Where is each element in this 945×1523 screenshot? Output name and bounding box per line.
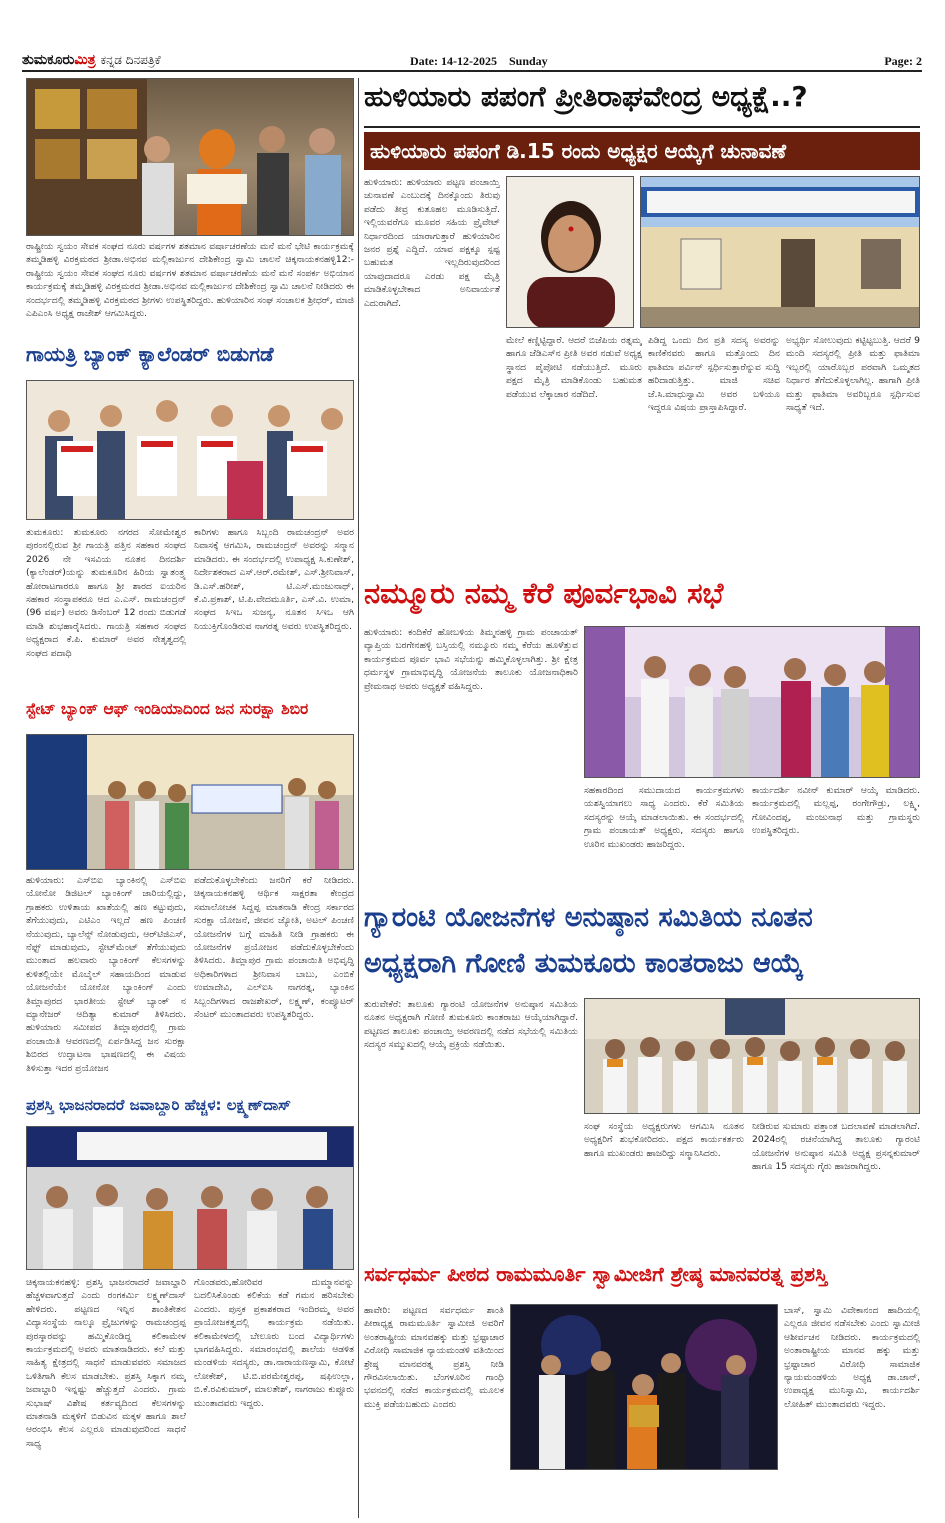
story-rss-text: ರಾಷ್ಟ್ರೀಯ ಸ್ವಯಂ ಸೇವಕ ಸಂಘದ ನೂರು ವರ್ಷಗಳ ಶತಮಾನ ವರ್ಷಾಚರಣೆಯ ಮನೆ ಮನೆ ಭೇಟಿ ಕಾರ್ಯಕ್ರಮಕ್ಕೆ ತಮ್ಮಡಿಹಳ್ಳಿ ವಿರಕ್ತಮಠದ ಶ್ರೀಡಾ.ಅಭಿನವ ಮಲ್ಲಿಕಾರ್ಜುನ ದೇಶಿಕೇಂದ್ರ ಸ್ವಾಮಿ ಚಾಲನೆ ಚಿಕ್ಕನಾಯಕನಹಳ್ಳಿ12:- ರಾಷ್ಟ್ರೀಯ ಸ್ವಯಂ ಸೇವಕ ಸಂಘದ ನೂರು ವರ್ಷಗಳ ಶತಮಾನ ವರ್ಷಾಚರಣೆಯ ಮನೆ ಮನೆ ಸಂಪರ್ಕ ಅಭಿಯಾನ ಕಾರ್ಯಕ್ರಮಕ್ಕೆ ತಮ್ಮಡಿಹಳ್ಳಿ ವಿರಕ್ತಮಠದ ಶ್ರೀಡಾ.ಅಭಿನವ ಮಲ್ಲಿಕಾರ್ಜುನ ದೇಶಿಕೇಂದ್ರ ಸ್ವಾಮಿ ಚಾಲನೆ ನೀಡಿದರು ಈ ಸಂದರ್ಭದಲ್ಲಿ ತಮ್ಮಡಿಹಳ್ಳಿ ವಿರಕ್ತಮಠದ ಶ್ರೀಗಳು ಉಪಸ್ಥಿತರಿದ್ದರು. ಹುಳಿಯಾರಿನ ಸಂಘ ಸಂಚಾಲಕ ಶ್ರೀಧರ್, ಮಾಜಿ ಎಪಿಎಂಸಿ ಅಧ್ಯಕ್ಷ ರಾಜೇಶ್ ಆಗಮಿಸಿದ್ದರು. [26,241,354,320]
photo-swamiji-visit [26,78,354,236]
issue-date: Date: 14-12-2025 Sunday [410,54,548,68]
main-subheadline: ಹುಳಿಯಾರು ಪಪಂಗೆ ಡಿ.15 ರಂದು ಅಧ್ಯಕ್ಷರ ಆಯ್ಕೆಗೆ ಚುನಾವಣೆ [364,132,920,170]
photo-town-panchayat-office [640,176,920,328]
headline-rule [364,126,920,128]
building-illustration [641,177,920,328]
story-lakshmandas-headline: ಪ್ರಶಸ್ತಿ ಭಾಜನರಾದರೆ ಜವಾಬ್ದಾರಿ ಹೆಚ್ಚಳ: ಲಕ್ಷ್ಮಣ್‌ದಾಸ್ [26,1096,291,1114]
story-award-headline: ಸರ್ವಧರ್ಮ ಪೀಠದ ರಾಮಮೂರ್ತಿ ಸ್ವಾಮೀಜಿಗೆ ಶ್ರೇಷ್ಠ ಮಾನವರತ್ನ ಪ್ರಶಸ್ತಿ [364,1262,828,1286]
story-lake-headline: ನಮ್ಮೂರು ನಮ್ಮ ಕೆರೆ ಪೂರ್ವಭಾವಿ ಸಭೆ [364,576,724,610]
story-sbi-text-a: ಹುಳಿಯಾರು: ಎಸ್‌ಬಿಐ ಬ್ಯಾಂಕಿನಲ್ಲಿ ಎಸ್‌ಬಿಐ ಯೋನೋ ಡಿಜಿಟಲ್ ಬ್ಯಾಂಕಿಂಗ್ ಜಾರಿಯಲ್ಲಿದ್ದು, ಗ್ರಾಹಕರು ಉಳಿತಾಯ ಖಾತೆಯಲ್ಲಿ ಹಣ ಕಟ್ಟುವುದು, ತೆಗೆಯುವುದು, ಎಟಿಎಂ ಇಲ್ಲದೆ ಹಣ ಪಿಂಚಣಿ ನೆಯುವುದು, ಬ್ಯಾಲೆನ್ಸ್ ನೋಡುವುದು, ಆರ್‌ಟಿಜಿಎಸ್, ನೆಫ್ಟ್ ಮಾಡುವುದು, ಸ್ಟೇಟ್‌ಮೆಂಟ್ ತೆಗೆಯುವುದು ಮುಂತಾದ ಹಲವಾರು ಬ್ಯಾಂಕಿಂಗ್ ಕೆಲಸಗಳನ್ನು ಕುಳಿತಲ್ಲಿಯೇ ಮೊಬೈಲ್ ಸಹಾಯದಿಂದ ಮಾಡುವ ಯೋಜನೆಯೇ ಯೋನೋ ಬ್ಯಾಂಕಿಂಗ್ ಎಂದು ತಿಮ್ಲಾಪುರದ ಭಾರತೀಯ ಸ್ಟೇಟ್ ಬ್ಯಾಂಕ್ ನ ಮ್ಯಾನೇಜರ್ ಆದಿತ್ಯಾ ಕುಮಾರ್ ತಿಳಿಸಿದರು. ಹುಳಿಯಾರು ಸಮೀಪದ ತಿಮ್ಲಾಪುರದಲ್ಲಿ ಗ್ರಾಮ ಪಂಚಾಯಿತಿ ಆವರಣದಲ್ಲಿ ಏರ್ಪಡಿಸಿದ್ದ ಜನ ಸುರಕ್ಷಾ ಶಿಬಿರದ ಉದ್ಘಾಟನಾ ಭಾಷಣದಲ್ಲಿ ಈ ವಿಷಯ ತಿಳಿಸುತ್ತಾ ಇದರ ಪ್ರಯೋಜನ [26,875,186,1074]
story-lakshmandas-text-b: ಗೊಂಡವರು,ಹೋರಿವರ ದುಮ್ಮಾನವನ್ನು ಬದಲಿಸಿಕೊಂಡು ಕಲಿಕೆಯ ಕಡೆ ಗಮನ ಹರಿಸಬೇಕು ಎಂದರು. ಪುಸ್ತಕ ಪ್ರಕಾಶಕರಾದ ಇಂದಿರಮ್ಮ ಅವರ ಪ್ರಾಯೋಜಕತ್ವದಲ್ಲಿ ಕಾರ್ಯಕ್ರಮ ನಡೆಯಿತು. ಕಲಿಕಾಮೇಳದಲ್ಲಿ ಬೇಲೂರು ಬಂದ ವಿದ್ಯಾರ್ಥಿಗಳು ಭಾಗವಹಿಸಿದ್ದರು. ಸಮಾರಂಭದಲ್ಲಿ ಶಾಲೆಯ ಆಡಳಿತ ಮಂಡಳಿಯ ಸದಸ್ಯರು, ಡಾ.ನಾರಾಯಣಸ್ವಾಮಿ, ಕೋಟೆ ಲೋಕೇಶ್, ಟಿ.ಬಿ.ಪರಮೇಶ್ವರಪ್ಪ, ಷಫಿಉಲ್ಲಾ, ಬಿ.ಕೆ.ರವಿಕುಮಾರ್, ಮಾಲತೇಶ್, ನಾಗರಾಜು ಕುಪ್ಪೂರು ಮುಂತಾದವರು ಇದ್ದರು. [194,1277,354,1409]
photo-award-ceremony [510,1304,778,1470]
story-guarantee-col2: ಸಂಘ ಸಂಸ್ಥೆಯ ಅಧ್ಯಕ್ಷರುಗಳು ಆಗಮಿಸಿ ನೂತನ ಅಧ್ಯಕ್ಷರಿಗೆ ಶುಭಕೋರಿದರು. ಪಕ್ಷದ ಕಾರ್ಯಕರ್ತರು ಹಾಗೂ ಮುಖಂಡರು ಹಾಜರಿದ್ದು ಸನ್ಮಾನಿಸಿದರು. [584,1121,744,1159]
story-sbi-text-b: ಪಡೆದುಕೊಳ್ಳಬೇಕೆಂದು ಜನರಿಗೆ ಕರೆ ನೀಡಿದರು. ಚಿಕ್ಕನಾಯಕನಹಳ್ಳಿ ಆರ್ಥಿಕ ಸಾಕ್ಷರತಾ ಕೇಂದ್ರದ ಸಮಾಲೋಚಕ ಸಿದ್ದಪ್ಪ ಮಾತನಾಡಿ ಕೇಂದ್ರ ಸರ್ಕಾರದ ಸುರಕ್ಷಾ ಯೋಜನೆ, ಜೀವನ ಜ್ಯೋತಿ, ಅಟಲ್ ಪಿಂಚಣಿ ಯೋಜನೆಗಳ ಬಗ್ಗೆ ಮಾಹಿತಿ ನೀಡಿ ಗ್ರಾಹಕರು ಈ ಯೋಜನೆಗಳ ಪ್ರಯೋಜನ ಪಡೆದುಕೊಳ್ಳಬೇಕೆಂದು ತಿಳಿಸಿದರು. ತಿಮ್ಲಾಪುರ ಗ್ರಾಮ ಪಂಚಾಯಿತಿ ಅಭಿವೃದ್ಧಿ ಅಧಿಕಾರಿಗಳಾದ ಶ್ರೀನಿವಾಸ ಬಾಬು, ಎಂಬಿಕೆ ಉಮಾದೇವಿ, ಎಲ್‌ಐಸಿ ನಾಗರತ್ನ, ಬ್ಯಾಂಕಿನ ಸಿಬ್ಬಂದಿಗಳಾದ ರಾಜಶೇಖರ್, ಲಕ್ಷ್ಮಣ್, ಕಂಪ್ಯೂಟರ್ ಸೆಂಟರ್ ಮುಂತಾದವರು ಉಪಸ್ಥಿತರಿದ್ದರು. [194,875,354,1021]
story-guarantee-col3: ನೀಡಿರುವ ಸುಮಾರು ಪತ್ತಾಂತ ಬದಲಾವಣೆ ಮಾಡಲಾಗಿದೆ. 2024ರಲ್ಲಿ ರಚನೆಯಾಗಿದ್ದ ತಾಲೂಕು ಗ್ಯಾರಂಟಿ ಯೋಜನೆಗಳ ಅನುಷ್ಠಾನ ಸಮಿತಿ ಅಧ್ಯಕ್ಷ ಪ್ರಸನ್ನಕುಮಾರ್ ಹಾಗೂ 15 ಸದಸ್ಯರು ಗೈರು ಹಾಜರಾಗಿದ್ದರು. [752,1121,920,1173]
masthead-logo [22,52,161,68]
story-gayatri-headline: ಗಾಯತ್ರಿ ಬ್ಯಾಂಕ್ ಕ್ಯಾಲೆಂಡರ್ ಬಿಡುಗಡೆ [26,342,274,366]
photo-sbi-camp [26,734,354,870]
photo-calendar-release [26,380,354,520]
photo-illustration [585,999,920,1114]
issue-day: Sunday [508,54,548,68]
page-number: Page: 2 [884,54,922,68]
main-story-col2: ಮೇಲೆ ಕಣ್ಣಿಟ್ಟಿದ್ದಾರೆ. ಆದರೆ ಬಿಜೆಪಿಯ ರತ್ನಮ್ಮ ಹಾಗೂ ಜೆಡಿಎಸ್‌ನ ಪ್ರೀತಿ ಅವರ ನಡುವೆ ಅಧ್ಯಕ್ಷ ಸ್ಥಾನದ ಪೈಪೋಟಿ ನಡೆಯುತ್ತಿದೆ. ಮೂರು ಪಕ್ಷದ ಮೈತ್ರಿ ಮಾಡಿಕೊಂಡು ಬಹುಮತ ಪಡೆಯುವ ಲೆಕ್ಕಾಚಾರ ನಡೆದಿದೆ. [506,335,642,400]
masthead [22,50,922,72]
logo-main: ತುಮಕೂರು [22,52,75,68]
photo-guarantee-committee [584,998,920,1114]
photo-award-school [26,1126,354,1270]
main-story-col3: ಪಿಡಿದ್ದ ಒಂದು ದಿನ ಪ್ರತಿ ಸದಸ್ಯ ಅವರನ್ನು ಕಾಣಿಕೆನವರು ಹಾಗೂ ಮತ್ತೊಂದು ದಿನ ಫಾತಿಮಾ ಪರ್ವಿನ್ ಸ್ಪರ್ಧಿಸುತ್ತಾರೆನ್ನುವ ಸುದ್ದಿ ಹರಿದಾಡುತ್ತಿತ್ತು. ಮಾಜಿ ಸಚಿವ ಜೆ.ಸಿ.ಮಾಧುಸ್ವಾಮಿ ಅವರ ಬಳಿಯೂ ಇದ್ದರೂ ವಿಷಯ ಪ್ರಾಸ್ತಾಪಿಸಿದ್ದಾರೆ. [648,335,780,414]
photo-illustration [27,381,354,520]
photo-illustration [27,735,354,870]
main-story-col1: ಹುಳಿಯಾರು: ಹುಳಿಯಾರು ಪಟ್ಟಣ ಪಂಚಾಯ್ತಿ ಚುನಾವಣೆ ಎಂಬುದಕ್ಕೆ ದಿನಕ್ಕೊಂದು ತಿರುವು ಪಡೆದು ತೀವ್ರ ಕುತೂಹಲ ಮೂಡಿಸುತ್ತಿದೆ. ಇಲ್ಲಿಯವರೆಗೂ ಮೂವರ ಸಹಿಯ ಪ್ರೈವೇಟ್ ನಿರ್ಧಾರದಿಂದ ಯಾರಾಗುತ್ತಾರೆ ಹುಳಿಯಾರಿನ ಜನರ ಪ್ರಶ್ನೆ ಎದ್ದಿದೆ. ಯಾವ ಪಕ್ಷಕ್ಕೂ ಸ್ಪಷ್ಟ ಬಹುಮತ ಇಲ್ಲದಿರುವುದರಿಂದ ಯಾವುದಾದರೂ ಎರಡು ಪಕ್ಷ ಮೈತ್ರಿ ಮಾಡಿಕೊಳ್ಳಬೇಕಾದ ಅನಿವಾರ್ಯತೆ ಎದುರಾಗಿದೆ. [364,177,500,309]
column-divider [358,78,359,1518]
main-story-col4: ಅಭ್ಯರ್ಥಿ ಸೋಲುವುದು ಕಟ್ಟಿಟ್ಟಬುತ್ತಿ. ಆದರೆ 9 ಮಂದಿ ಸದಸ್ಯರಲ್ಲಿ ಪ್ರೀತಿ ಮತ್ತು ಫಾತಿಮಾ ಇಬ್ಬರಲ್ಲಿ ಯಾರೊಬ್ಬರ ಪರವಾಗಿ ಒಮ್ಮತದ ನಿರ್ಧಾರ ತೆಗೆದುಕೊಳ್ಳಲಾಗಿಲ್ಲ. ಹಾಗಾಗಿ ಪ್ರೀತಿ ಮತ್ತು ಫಾತಿಮಾ ಅವರಿಬ್ಬರೂ ಸ್ಪರ್ಧಿಸುವ ಸಾಧ್ಯತೆ ಇದೆ. [786,335,920,414]
main-headline: ಹುಳಿಯಾರು ಪಪಂಗೆ ಪ್ರೀತಿರಾಘವೇಂದ್ರ ಅಧ್ಯಕ್ಷೆ..? [364,80,808,113]
story-gayatri-text-a: ತುಮಕೂರು: ತುಮಕೂರು ನಗರದ ಸೋಮೇಶ್ವರ ಪುರಂನಲ್ಲಿರುವ ಶ್ರೀ ಗಾಯತ್ರಿ ಪತ್ತಿನ ಸಹಕಾರ ಸಂಘದ 2026 ನೇ ಇಸವಿಯ ನೂತನ ದಿನದರ್ಶಿ (ಕ್ಯಾಲೆಂಡರ್)ಯನ್ನು ತುಮಕೂರಿನ ಹಿರಿಯ ಸ್ವಾತಂತ್ರ್ಯ ಹೋರಾಟಗಾರರೂ ಹಾಗೂ ಶ್ರೀ ಶಾರದ ಐಯರಿನ ಸಹಕಾರ ಸಂಸ್ಥಾಪಕರೂ ಆದ ಎ.ಎಸ್. ರಾಮಚಂದ್ರನ್ (96 ವರ್ಷ) ಅವರು ಡಿಸೆಂಬರ್ 12 ರಂದು ಬಿಡುಗಡೆ ಮಾಡಿ ಶುಭಹಾರೈಸಿದರು. ಗಾಯತ್ರಿ ಸಹಕಾರ ಸಂಘದ ಅಧ್ಯಕ್ಷರಾದ ಕೆ.ಪಿ. ಕುಮಾರ್ ಅವರ ನೇತೃತ್ವದಲ್ಲಿ ಸಂಘದ ಪದಾಧಿ [26,527,186,659]
story-award-col2: ಬಾಸ್, ಸ್ವಾಮಿ ವಿವೇಕಾನಂದ ಹಾದಿಯಲ್ಲಿ ಎಲ್ಲರೂ ಜೀವನ ನಡೆಸಬೇಕು ಎಂದು ಸ್ವಾಮೀಜಿ ಆಶೀರ್ವಚನ ನೀಡಿದರು. ಕಾರ್ಯಕ್ರಮದಲ್ಲಿ ಅಂತಾರಾಷ್ಟ್ರೀಯ ಮಾನವ ಹಕ್ಕು ಮತ್ತು ಭ್ರಷ್ಟಾಚಾರ ವಿರೋಧಿ ಸಾಮಾಜಿಕ ನ್ಯಾಯಮಂಡಳಿಯ ಅಧ್ಯಕ್ಷ ಡಾ.ಜಾನ್, ಉಪಾಧ್ಯಕ್ಷ ಮುನಿಸ್ವಾಮಿ, ಕಾರ್ಯದರ್ಶಿ ಲೋಹಿತ್ ಮುಂತಾದವರು ಇದ್ದರು. [784,1305,920,1410]
photo-illustration [511,1305,778,1470]
story-lake-col2: ಸಹಕಾರದಿಂದ ಸಮುದಾಯದ ಕಾರ್ಯಕ್ರಮಗಳು ಯಶಸ್ವಿಯಾಗಲು ಸಾಧ್ಯ ಎಂದರು. ಕೆರೆ ಸಮಿತಿಯ ಸದಸ್ಯರನ್ನು ಆಯ್ಕೆ ಮಾಡಲಾಯಿತು. ಈ ಸಂದರ್ಭದಲ್ಲಿ ಗ್ರಾಮ ಪಂಚಾಯತ್ ಅಧ್ಯಕ್ಷರು, ಸದಸ್ಯರು ಹಾಗೂ ಊರಿನ ಮುಖಂಡರು ಹಾಜರಿದ್ದರು. [584,785,744,850]
story-sbi-headline: ಸ್ಟೇಟ್ ಬ್ಯಾಂಕ್ ಆಫ್ ಇಂಡಿಯಾದಿಂದ ಜನ ಸುರಕ್ಷಾ ಶಿಬಿರ [26,700,309,718]
story-gayatri-text-b: ಕಾರಿಗಳು ಹಾಗೂ ಸಿಬ್ಬಂದಿ ರಾಮಚಂದ್ರನ್ ಅವರ ನಿವಾಸಕ್ಕೆ ಆಗಮಿಸಿ, ರಾಮಚಂದ್ರನ್ ಅವರನ್ನು ಸನ್ಮಾನ ಮಾಡಿದರು. ಈ ಸಂದರ್ಭದಲ್ಲಿ ಉಪಾಧ್ಯಕ್ಷ ಸಿ.ಕುಣೇಶ್, ನಿರ್ದೇಶಕರಾದ ಎಸ್.ಆರ್.ರಮೇಶ್, ಎಸ್.ಶ್ರೀನಿವಾಸ್, ಡಿ.ಎಸ್.ಹರೀಶ್, ಟಿ.ಎಸ್.ಮಂಜುನಾಥ್, ಕೆ.ವಿ.ಪ್ರಕಾಶ್, ಟಿ.ಪಿ.ವೇದಮೂರ್ತಿ, ಎಸ್.ವಿ. ಉಮಾ, ಸಂಘದ ಸಿಇಒ ಸುಜನ್ಯ, ನೂತನ ಸಿಇಒ ಆಗಿ ನಿಯುಕ್ತಿಗೊಂಡಿರುವ ನಾಗರತ್ನ ಅವರು ಉಪಸ್ಥಿತರಿದ್ದರು. [194,527,354,632]
logo-subtitle: ಕನ್ನಡ ದಿನಪತ್ರಿಕೆ [100,53,161,67]
story-guarantee-headline-2: ಅಧ್ಯಕ್ಷರಾಗಿ ಗೋಣಿ ತುಮಕೂರು ಕಾಂತರಾಜು ಆಯ್ಕೆ [364,948,804,979]
story-lake-col1: ಹುಳಿಯಾರು: ಕಂದಿಕೆರೆ ಹೋಬಳಿಯ ತಿಮ್ಮನಹಳ್ಳಿ ಗ್ರಾಮ ಪಂಚಾಯತ್ ವ್ಯಾಪ್ತಿಯ ಬರಗೇನಹಳ್ಳಿ ಬಸ್ತಿಯಲ್ಲಿ ನಮ್ಮೂರು ನಮ್ಮ ಕೆರೆಯ ಹೂಳೆತ್ತುವ ಕಾರ್ಯಕ್ರಮದ ಪೂರ್ವ ಭಾವಿ ಸಭೆಯನ್ನು ಹಮ್ಮಿಕೊಳ್ಳಲಾಗಿತ್ತು. ಶ್ರೀ ಕ್ಷೇತ್ರ ಧರ್ಮಸ್ಥಳ ಗ್ರಾಮಾಭಿವೃದ್ಧಿ ಯೋಜನೆಯ ತಾಲೂಕು ಯೋಜನಾಧಿಕಾರಿ ಪ್ರೇಮನಾಥ ಅವರು ಅಧ್ಯಕ್ಷತೆ ವಹಿಸಿದ್ದರು. [364,627,578,692]
photo-illustration [27,1127,354,1270]
story-lake-col3: ಕಾರ್ಯದರ್ಶಿ ನವೀನ್ ಕುಮಾರ್ ಆಯ್ಕೆ ಮಾಡಿದರು. ಕಾರ್ಯಕ್ರಮದಲ್ಲಿ ಮಲ್ಲಪ್ಪ, ರಂಗೇಗೌಡ್ರು, ಲಕ್ಷ್ಮಿ, ಗೋವಿಂದಪ್ಪ, ಮಂಜುನಾಥ ಮತ್ತು ಗ್ರಾಮಸ್ಥರು ಉಪಸ್ಥಿತರಿದ್ದರು. [752,785,920,837]
story-guarantee-headline-1: ಗ್ಯಾರಂಟಿ ಯೋಜನೆಗಳ ಅನುಷ್ಠಾನ ಸಮಿತಿಯ ನೂತನ [364,902,813,933]
portrait-illustration [507,177,634,328]
photo-preethi-raghavendra [506,176,634,328]
photo-illustration [27,79,354,236]
logo-accent: ಮಿತ್ರ [74,52,96,68]
story-award-col1: ಹಾವೇರಿ: ಪಟ್ಟಣದ ಸರ್ವಧರ್ಮ ಶಾಂತಿ ಪೀಠಾಧ್ಯಕ್ಷ ರಾಮಮೂರ್ತಿ ಸ್ವಾಮೀಜಿ ಅವರಿಗೆ ಅಂತರಾಷ್ಟ್ರೀಯ ಮಾನವಹಕ್ಕು ಮತ್ತು ಭ್ರಷ್ಟಾಚಾರ ವಿರೋಧಿ ಸಾಮಾಜಿಕ ನ್ಯಾಯಮಂಡಳಿ ವತಿಯಿಂದ ಶ್ರೇಷ್ಠ ಮಾನವರತ್ನ ಪ್ರಶಸ್ತಿ ನೀಡಿ ಗೌರವಿಸಲಾಯಿತು. ಬೆಂಗಳೂರಿನ ಗಾಂಧಿ ಭವನದಲ್ಲಿ ನಡೆದ ಕಾರ್ಯಕ್ರಮದಲ್ಲಿ ಮೂಲಕ ಮುಕ್ತಿ ಪಡೆಯಬಹುದು ಎಂದರು [364,1305,504,1410]
photo-illustration [585,627,920,778]
photo-lake-meeting [584,626,920,778]
story-guarantee-col1: ತುರುವೇಕೆರೆ: ತಾಲೂಕು ಗ್ಯಾರಂಟಿ ಯೋಜನೆಗಳ ಅನುಷ್ಠಾನ ಸಮಿತಿಯ ನೂತನ ಅಧ್ಯಕ್ಷರಾಗಿ ಗೋಣಿ ತುಮಕೂರು ಕಾಂತರಾಜು ಆಯ್ಕೆಯಾಗಿದ್ದಾರೆ. ಪಟ್ಟಣದ ತಾಲೂಕು ಪಂಚಾಯ್ತಿ ಆವರಣದಲ್ಲಿ ನಡೆದ ಸಭೆಯಲ್ಲಿ ಸಮಿತಿಯ ಸದಸ್ಯರ ಸಮ್ಮುಖದಲ್ಲಿ ಆಯ್ಕೆ ಪ್ರಕ್ರಿಯೆ ನಡೆಯಿತು. [364,999,578,1051]
story-lakshmandas-text-a: ಚಿಕ್ಕನಾಯಕನಹಳ್ಳಿ: ಪ್ರಶಸ್ತಿ ಭಾಜನರಾದರೆ ಜವಾಬ್ದಾರಿ ಹೆಚ್ಚಳವಾಗುತ್ತದೆ ಎಂದು ರಂಗಕರ್ಮಿ ಲಕ್ಷ್ಮಣ್‌ದಾಸ್ ಹೇಳಿದರು. ಪಟ್ಟಣದ ಇನ್ನಿನ ಶಾಂತಿಕೇತನ ವಿದ್ಯಾಸಂಸ್ಥೆಯ ನಾಲ್ಕೂ ಪ್ರೈಜುಗಳನ್ನು ರಾಮಚಂದ್ರಪ್ಪ ಪುರಸ್ಕಾರವನ್ನು ಹಮ್ಮಿಕೊಂಡಿದ್ದ ಕಲಿಕಾಮೇಳ ಕಾರ್ಯಕ್ರಮದಲ್ಲಿ ಅವರು ಮಾತನಾಡಿದರು. ಕಲೆ ಮತ್ತು ಸಾಹಿತ್ಯ ಕ್ಷೇತ್ರದಲ್ಲಿ ಸಾಧನೆ ಮಾಡುವವರು ಸಮಾಜದ ಒಳಿತಿಗಾಗಿ ಕೆಲಸ ಮಾಡಬೇಕು. ಪ್ರಶಸ್ತಿ ಸಿಕ್ಕಾಗ ನಮ್ಮ ಜವಾಬ್ದಾರಿ ಇನ್ನಷ್ಟು ಹೆಚ್ಚುತ್ತದೆ ಎಂದರು. ಗ್ರಾಮ ಸುಭಾಷ್ ವಿಶೇಷ ಕರ್ತವ್ಯದಿಂದ ಕೆಲಸಗಳನ್ನು ಮಾತನಾಡಿ ಮಕ್ಕಳಿಗೆ ಬಿಡುವಿನ ಮಕ್ಕಳ ಹಾಗೂ ಶಾಲೆ ಆರಂಭಿಸಿ ಕೆಲಸ ಎಲ್ಲರೂ ಮಾಡುವುದರಿಂದ ಸಾಧನೆ ಸಾಧ್ಯ [26,1277,186,1449]
